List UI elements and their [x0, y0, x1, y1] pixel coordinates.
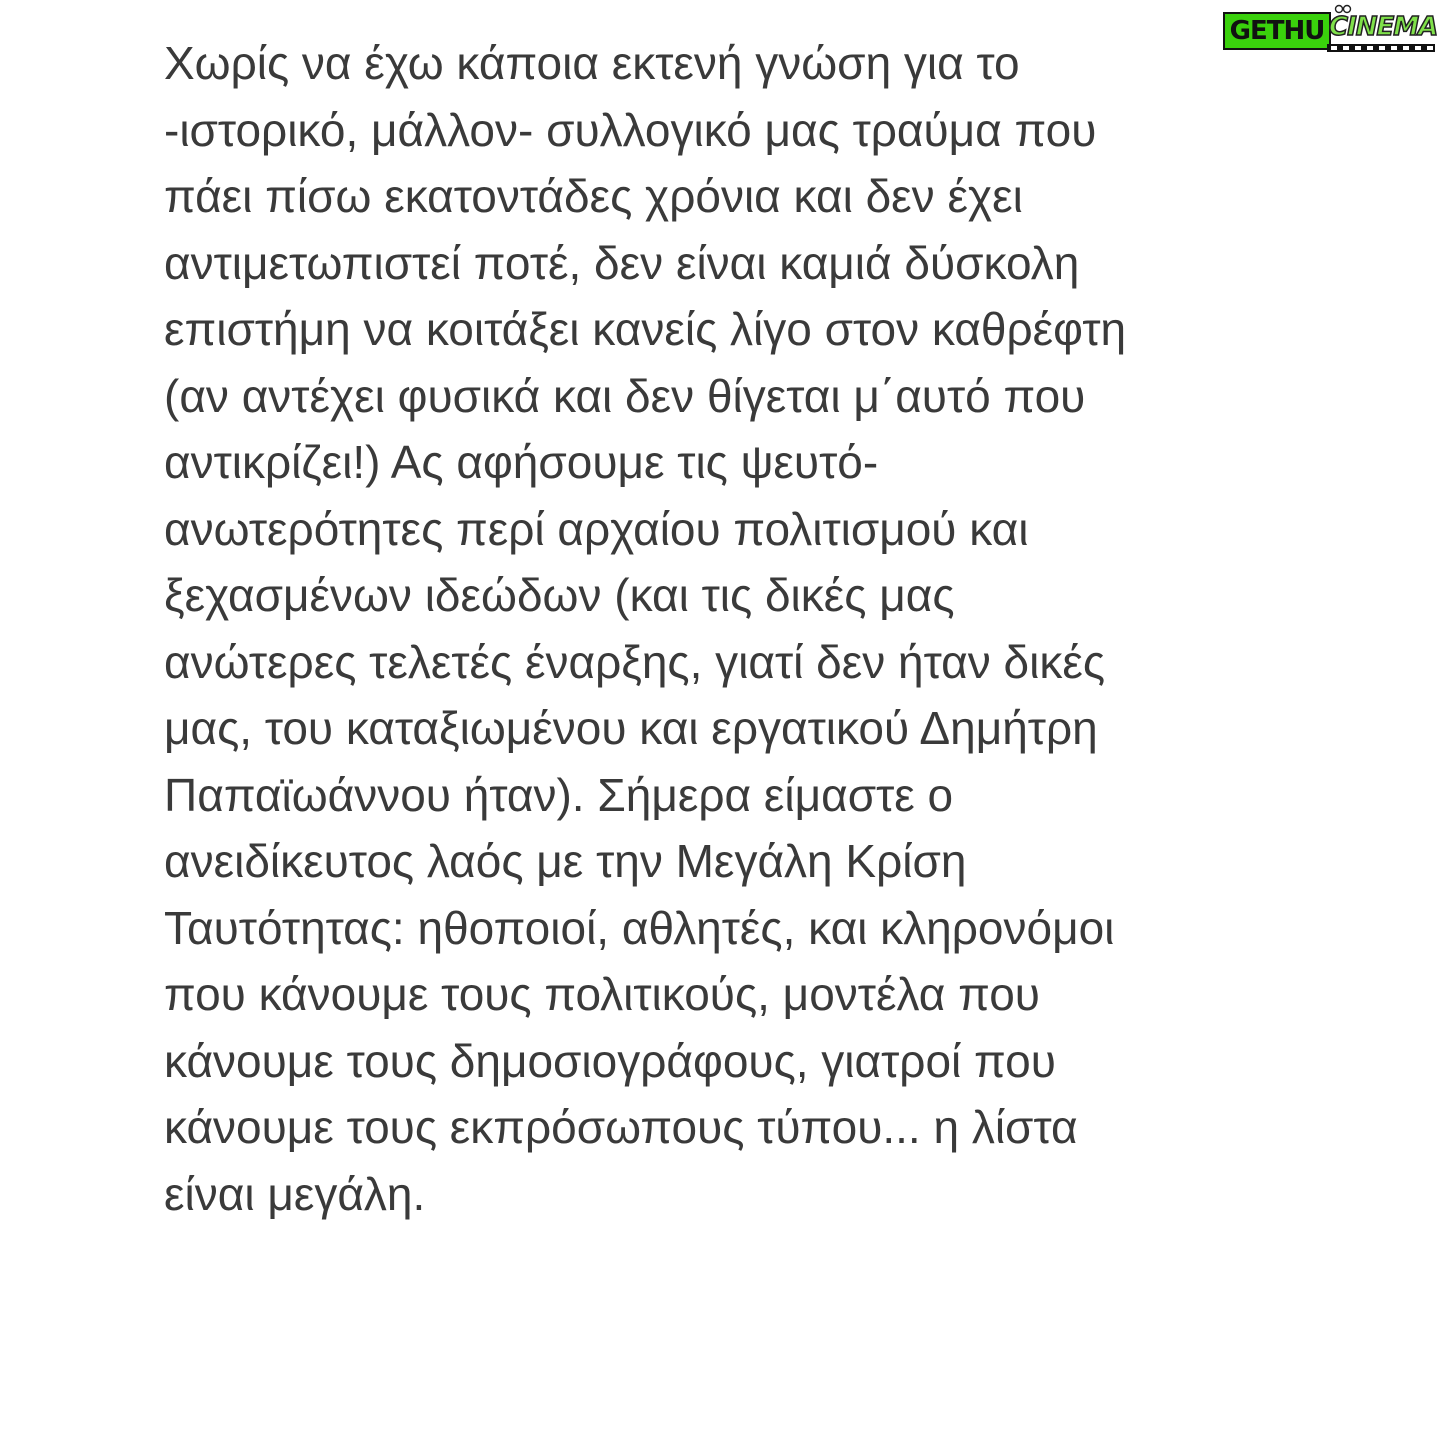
text-line: ανώτερες τελετές έναρξης, γιατί δεν ήταν δικές — [164, 635, 1106, 688]
text-line: επιστήμη να κοιτάξει κανείς λίγο στον καθρέφτη — [164, 303, 1127, 355]
text-line: ανειδίκευτος λαός με την Μεγάλη Κρίση — [164, 835, 967, 887]
logo-cinema-block — [1327, 6, 1438, 54]
text-line: κάνουμε τους εκπρόσωπους τύπου... η λίστα — [164, 1101, 1078, 1153]
logo-cinema-label: CINEMA — [1329, 12, 1438, 42]
text-line: είναι μεγάλη. — [164, 1167, 426, 1220]
text-line: Παπαϊωάννου ήταν). Σήμερα είμαστε ο — [164, 768, 954, 821]
text-line: μας, του καταξιωμένου και εργατικού Δημήτρη — [164, 702, 1098, 754]
text-line: που κάνουμε τους πολιτικούς, μοντέλα που — [164, 968, 1040, 1020]
text-line: (αν αντέχει φυσικά και δεν θίγεται μ΄αυτό που — [164, 369, 1086, 422]
text-line: Χωρίς να έχω κάποια εκτενή γνώση για το — [164, 37, 1020, 89]
film-strip-icon — [1327, 44, 1435, 52]
logo-gethu-label: GETHU — [1223, 12, 1331, 50]
article-text — [164, 30, 1314, 1227]
text-line: κάνουμε τους δημοσιογράφους, γιατροί που — [164, 1034, 1056, 1087]
text-line: ανωτερότητες περί αρχαίου πολιτισμού και — [164, 502, 1029, 555]
text-line: Ταυτότητας: ηθοποιοί, αθλητές, και κληρονόμοι — [164, 901, 1115, 954]
text-line: -ιστορικό, μάλλον- συλλογικό μας τραύμα που — [164, 103, 1097, 156]
text-line: αντικρίζει!) Ας αφήσουμε τις ψευτό- — [164, 436, 879, 488]
text-line: ξεχασμένων ιδεώδων (και τις δικές μας — [164, 569, 955, 621]
text-line: αντιμετωπιστεί ποτέ, δεν είναι καμιά δύσκολη — [164, 236, 1080, 289]
text-line: πάει πίσω εκατοντάδες χρόνια και δεν έχει — [164, 170, 1023, 222]
